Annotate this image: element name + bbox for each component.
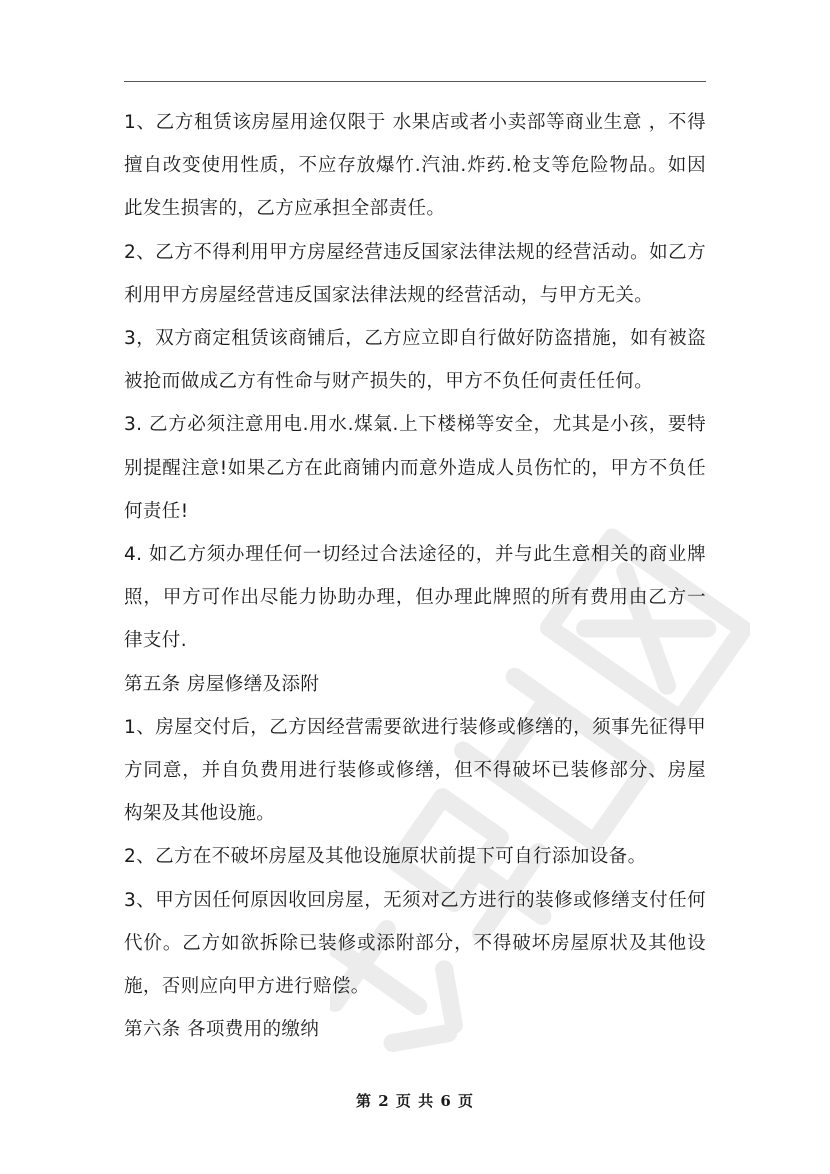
paragraph-business-license: 4. 如乙方须办理任何一切经过合法途径的，并与此生意相关的商业牌照，甲方可作出尽能力协助办理，但办理此牌照的所有费用由乙方一律支付.: [124, 544, 706, 652]
document-body: [124, 101, 706, 1051]
paragraph-usage-restriction: 1、乙方租赁该房屋用途仅限于 水果店或者小卖部等商业生意 ，不得擅自改变使用性质，不应存放爆竹.汽油.炸药.枪支等危险物品。如因此发生损害的，乙方应承担全部责任。: [124, 112, 706, 220]
paragraph-theft-prevention: 3，双方商定租赁该商铺后，乙方应立即自行做好防盗措施，如有被盗被抢而做成乙方有性命与财产损失的，甲方不负任何责任任何。: [124, 328, 706, 393]
paragraph-renovation-consent: 1、房屋交付后，乙方因经营需要欲进行装修或修缮的，须事先征得甲方同意，并自负费用进行装修或修缮，但不得破坏已装修部分、房屋构架及其他设施。: [124, 716, 706, 825]
section-heading-fees: 第六条 各项费用的缴纳: [124, 1019, 320, 1041]
paragraph-safety-notice: 3. 乙方必须注意用电.用水.煤氣.上下楼梯等安全，尤其是小孩，要特别提醒注意!如果乙方在此商铺内而意外造成人员伤忙的，甲方不负任何责任!: [124, 414, 706, 522]
header-rule: [124, 81, 706, 82]
paragraph-illegal-activity: 2、乙方不得利用甲方房屋经营违反国家法律法规的经营活动。如乙方利用甲方房屋经营违反国家法律法规的经营活动，与甲方无关。: [124, 241, 706, 306]
paragraph-add-equipment: 2、乙方在不破坏房屋及其他设施原状前提下可自行添加设备。: [124, 846, 647, 868]
section-heading-repairs: 第五条 房屋修缮及添附: [124, 673, 320, 695]
paragraph-repossession: 3、甲方因任何原因收回房屋，无须对乙方进行的装修或修缮支付任何代价。乙方如欲拆除已装修或添附部分，不得破坏房屋原状及其他设施，否则应向甲方进行赔偿。: [124, 889, 706, 998]
page-number-footer: 第 2 页 共 6 页: [356, 1092, 474, 1110]
